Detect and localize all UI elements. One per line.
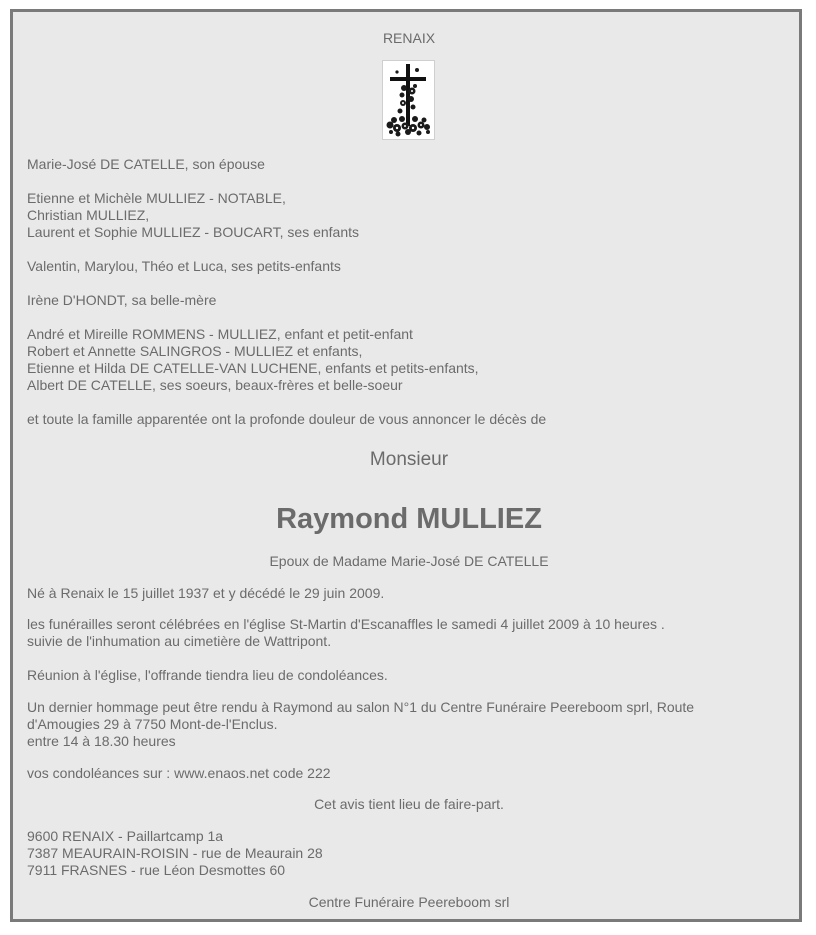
list-item: André et Mireille ROMMENS - MULLIEZ, enfant et petit-enfant — [27, 326, 413, 342]
funeral-info — [27, 616, 665, 650]
list-item: Christian MULLIEZ, — [27, 207, 150, 223]
spouse-line: Marie-José DE CATELLE, son épouse — [27, 156, 265, 172]
birth-death-line: Né à Renaix le 15 juillet 1937 et y décédé le 29 juin 2009. — [27, 585, 385, 601]
list-item: Laurent et Sophie MULLIEZ - BOUCART, ses enfants — [27, 224, 360, 240]
list-item: suivie de l'inhumation au cimetière de Wattripont. — [27, 633, 332, 649]
grandchildren-line: Valentin, Marylou, Théo et Luca, ses petits-enfants — [27, 258, 341, 274]
addresses-list — [27, 828, 323, 879]
list-item: Albert DE CATELLE, ses soeurs, beaux-frères et belle-soeur — [27, 377, 403, 393]
tribute-info — [27, 699, 694, 750]
list-item: 7387 MEAURAIN-ROISIN - rue de Meaurain 28 — [27, 845, 323, 861]
list-item: les funérailles seront célébrées en l'église St-Martin d'Escanaffles le samedi 4 juillet 2009 à 10 heures . — [27, 616, 665, 632]
list-item: 7911 FRASNES - rue Léon Desmottes 60 — [27, 862, 286, 878]
spouse-of-line: Epoux de Madame Marie-José DE CATELLE — [269, 553, 549, 569]
mother-in-law-line: Irène D'HONDT, sa belle-mère — [27, 292, 217, 308]
announcement-line: et toute la famille apparentée ont la profonde douleur de vous annoncer le décès de — [27, 411, 547, 427]
footer-company: Centre Funéraire Peereboom srl — [308, 894, 510, 910]
deceased-title: Monsieur — [369, 449, 449, 470]
obituary-card — [10, 9, 802, 922]
relatives-list — [27, 326, 479, 394]
list-item: d'Amougies 29 à 7750 Mont-de-l'Enclus. — [27, 716, 278, 732]
city-heading: RENAIX — [382, 30, 436, 46]
list-item: Etienne et Michèle MULLIEZ - NOTABLE, — [27, 190, 286, 206]
list-item: Un dernier hommage peut être rendu à Raymond au salon N°1 du Centre Funéraire Peereboom sprl, Route — [27, 699, 695, 715]
deceased-name: Raymond MULLIEZ — [276, 503, 542, 535]
cross-with-flowers-icon — [382, 60, 435, 140]
list-item: Etienne et Hilda DE CATELLE-VAN LUCHENE, enfants et petits-enfants, — [27, 360, 479, 376]
reunion-line: Réunion à l'église, l'offrande tiendra lieu de condoléances. — [27, 667, 388, 683]
faire-part-line: Cet avis tient lieu de faire-part. — [314, 796, 504, 812]
condolences-line: vos condoléances sur : www.enaos.net code 222 — [27, 765, 331, 781]
list-item: entre 14 à 18.30 heures — [27, 733, 176, 749]
children-list — [27, 190, 359, 241]
list-item: Robert et Annette SALINGROS - MULLIEZ et enfants, — [27, 343, 363, 359]
list-item: 9600 RENAIX - Paillartcamp 1a — [27, 828, 224, 844]
